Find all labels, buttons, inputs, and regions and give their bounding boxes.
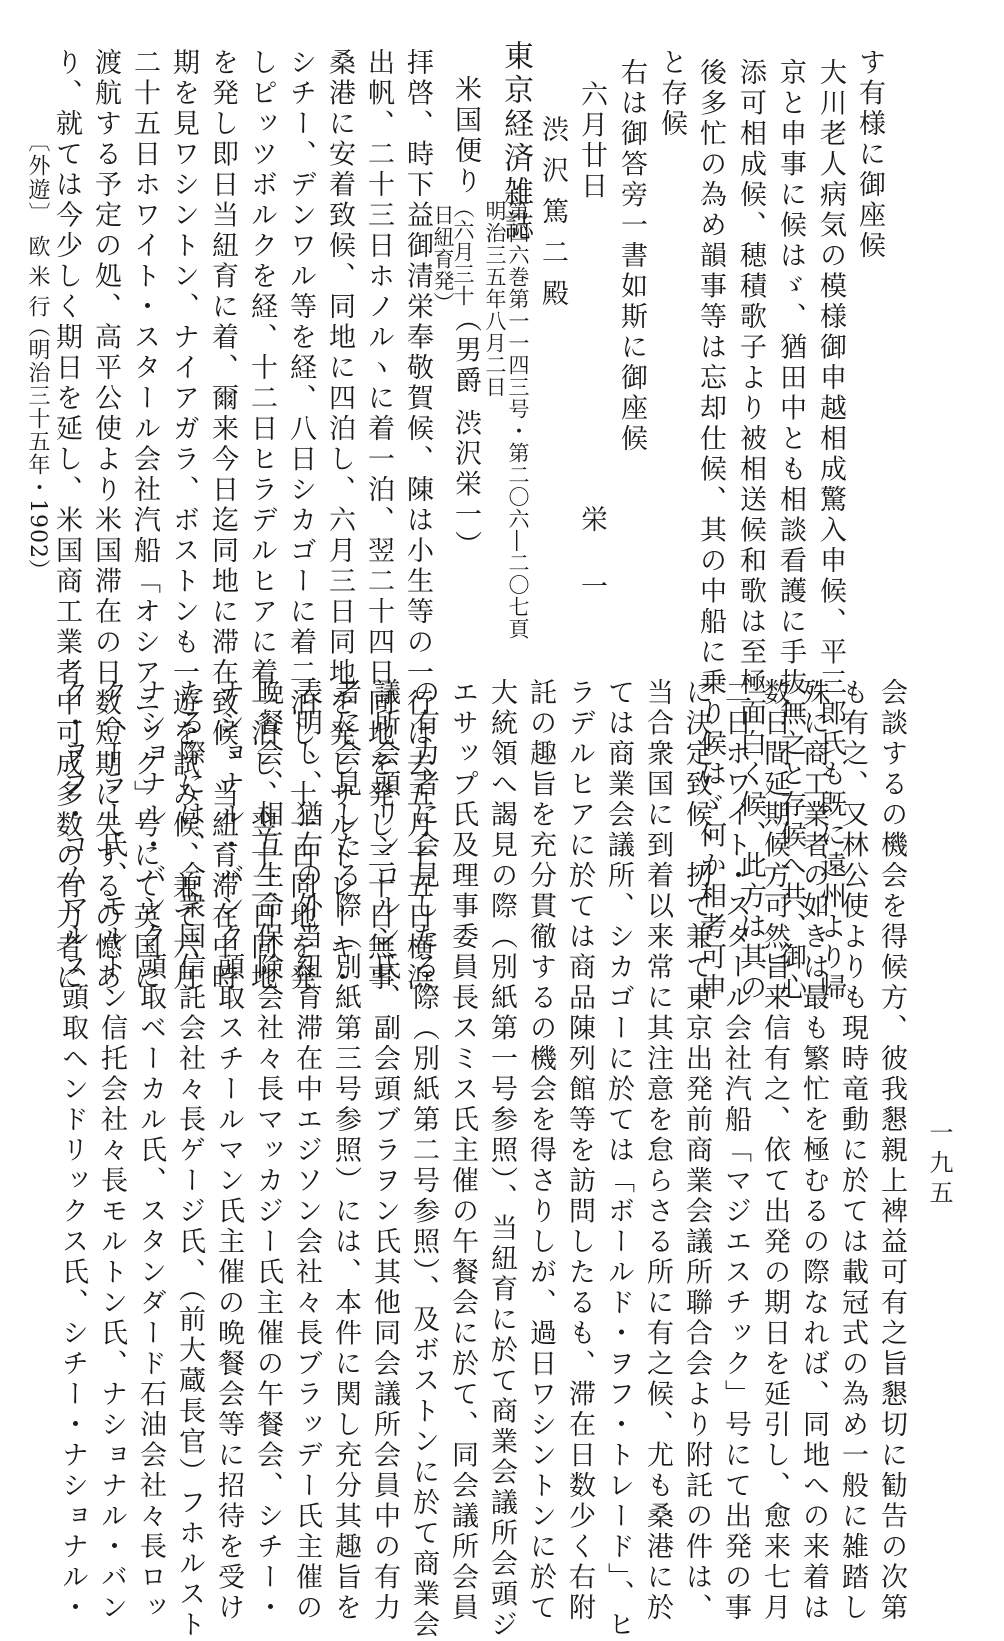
top-line-4: 添可相成候、穂積歌子より被相送候和歌は至極面白く候、此方は其の (735, 58, 766, 1004)
bottom-line-13: の有力者に会見したる際（別紙第二号参照）、及ボストンに於て商業会 (408, 678, 439, 1641)
article-title: 米国便り (450, 75, 481, 197)
bottom-line-10: 託の趣旨を充分貫徹するの機会を得さりしが、過日ワシントンに於て (525, 678, 556, 1624)
body-line-8: 二十五日ホワイト・スタール会社汽船「オシアニック」号にて英国に (129, 48, 160, 994)
top-line-1: す有様に御座候 (854, 48, 885, 262)
source-ref-line1: 第四六巻第一一四三号・第二〇六―二〇七頁 (506, 200, 530, 640)
bottom-line-5: 二日ホワイト・スタール会社汽船「マジエスチック」号にて出発の事 (720, 678, 751, 1624)
bottom-line-18: ナショナル・バンク頭取スチールマン氏主催の晩餐会等に招待を受け (213, 678, 244, 1624)
article-date-line1: （六月三十 (451, 197, 475, 307)
bottom-line-3: 殊に商工業者の如きは最も繁忙を極むるの際なれば、同地への来着は (798, 678, 829, 1624)
bottom-line-14: 議所会頭リンコルン氏、副会頭ブラヲン氏其他同会議所会員中の有力 (369, 678, 400, 1624)
body-line-3: 桑港に安着致候、同地に四泊し、六月三日同地を発しサルトレーキ・ (324, 48, 355, 994)
body-line-1: 拝啓、時下益御清栄奉敬賀候、陳は小生等の一行は去五月十五日横浜 (402, 48, 433, 994)
bottom-line-19: たる際には、合衆国信託会社々長ゲージ氏、（前大蔵長官）フホルスト (174, 678, 205, 1641)
letter-addressee: 渋沢篤二殿 (537, 115, 568, 320)
article-date-line2: 日紐育発） (431, 204, 455, 314)
bottom-line-4: 数日間延期候方可然旨来信有之、依て出発の期日を延引し、愈来七月 (759, 678, 790, 1624)
bottom-line-11: 大統領へ謁見の際（別紙第一号参照）、当紐育に於て商業会議所会頭ジ (486, 678, 517, 1641)
top-line-5: 後多忙の為め韻事等は忘却仕候、其の中船に乗り候はゞ何か相考可申 (695, 58, 726, 1004)
bottom-line-15: 者に会見したる際（別紙第三号参照）には、本件に関し充分其趣旨を (330, 678, 361, 1624)
bottom-line-12: エサップ氏及理事委員長スミス氏主催の午餐会に於て、同会議所会員 (447, 678, 478, 1624)
body-line-2: 出帆、二十三日ホノルヽに着一泊、翌二十四日同地を発し三十日無事 (363, 48, 394, 994)
source-title: 東京経済雑誌 (498, 40, 533, 244)
body-line-6: を発し即日当紐育に着、爾来今日迄同地に滞在致候、当紐育滞在中時 (207, 48, 238, 994)
top-line-3: 京と申事に候はゞ、猶田中とも相談看護に手抜無之と存候へ共、御心 (775, 58, 806, 1004)
bottom-line-16: 表明し、猶右の外当紐育滞在中エジソン会社々長ブラッデー氏主催の (291, 678, 322, 1624)
running-header-title: 欧米行 (25, 235, 50, 325)
article-author: （男爵 渋沢栄一） (450, 305, 481, 562)
letter-sender: 栄一 (576, 505, 607, 639)
letter-date: 六月廿日 (576, 80, 607, 202)
bottom-line-9: ラデルヒアに於ては商品陳列館等を訪問したるも、滞在日数少く右附 (564, 678, 595, 1624)
body-line-7: 期を見ワシントン、ナイアガラ、ボストンも一遊を試み候、兼て六月 (168, 48, 199, 994)
bottom-line-1: 会談するの機会を得候方、彼我懇親上裨益可有之旨懇切に勧告の次第 (876, 678, 907, 1624)
source-ref-line2: 明治三五年八月二日 (483, 200, 507, 398)
body-line-5: しピッツボルクを経、十二日ヒラデルヒアに着一泊し、翌十三日同地 (246, 48, 277, 994)
body-line-10: り、就ては今少しく期日を延し、米国商工業者中可成多数の有力者に (51, 48, 82, 994)
bottom-line-20: ナショナル・バンク頭取ベーカル氏、スタンダード石油会社々長ロッ (135, 678, 166, 1624)
body-line-9: 渡航する予定の処、高平公使より米国滞在の日数短期に失するの憾あ (90, 48, 121, 994)
bottom-line-8: ては商業会議所、シカゴーに於ては「ボールド・ヲフ・トレード」、ヒ (603, 678, 634, 1641)
bottom-line-2: も有之、又林公使よりも現時竜動に於ては載冠式の為め一般に雑踏し (837, 678, 868, 1624)
top-line-2: 大川老人病気の模様御申越相成驚入申候、平三郎氏も既に遠州より帰 (815, 58, 846, 1004)
top-line-7: 右は御答旁一書如斯に御座候 (616, 58, 647, 455)
running-header-year: （明治三十五年・1902） (25, 315, 50, 582)
top-line-6: と存候 (656, 48, 687, 140)
page-number: 一九五 (925, 1120, 953, 1210)
body-line-4: シチー、デンワル等を経、八日シカゴーに着二泊し、十一日同地を発 (285, 48, 316, 994)
bottom-line-6: に決定致候、扨て兼て東京出発前商業会議所聯合会より附託の件は、 (681, 678, 712, 1624)
bottom-line-21: クヘーラー氏、モルトン信托会社々長モルトン氏、ナショナル・バン (96, 678, 127, 1624)
running-header-category: 〔外遊〕 (25, 130, 50, 226)
bottom-line-22: ク・ヲフ・コムマルス頭取ヘンドリックス氏、シチー・ナショナル・ (57, 678, 88, 1624)
bottom-line-7: 当合衆国に到着以来常に其注意を怠らさる所に有之候、尤も桑港に於 (642, 678, 673, 1624)
bottom-line-17: 晩餐会、相互生命保険会社々長マッカジー氏主催の午餐会、シチー・ (252, 678, 283, 1624)
